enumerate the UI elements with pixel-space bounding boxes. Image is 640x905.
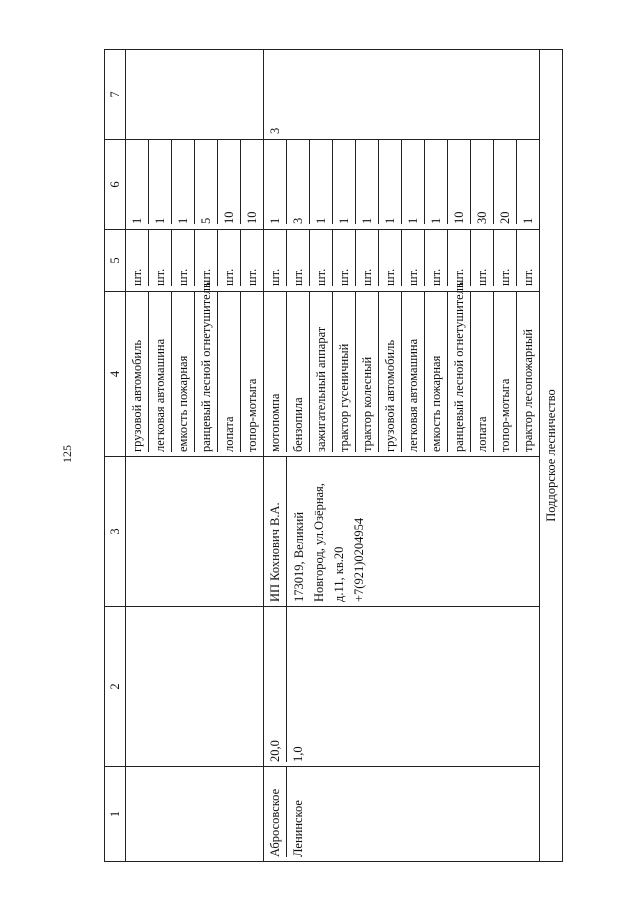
table-row (264, 50, 540, 862)
item-unit: шт. (356, 230, 379, 286)
item-quantity: 1 (379, 140, 402, 224)
item-name: емкость пожарная (425, 292, 448, 452)
cell-col1 (126, 767, 264, 862)
cell-quantities (126, 140, 264, 230)
item-name: бензопила (287, 292, 310, 452)
cell-col3 (126, 457, 264, 607)
item-quantity: 1 (333, 140, 356, 224)
area-value: 20,0 (264, 607, 287, 762)
column-number: 1 (105, 767, 126, 862)
item-quantity: 10 (218, 140, 241, 224)
column-number: 5 (105, 230, 126, 292)
contractor-phone: +7(921)0204954 (352, 517, 366, 602)
item-unit: шт. (264, 230, 287, 286)
table-row (126, 50, 264, 862)
item-name: грузовой автомобиль (379, 292, 402, 452)
item-name: лопата (471, 292, 494, 452)
cell-units (264, 230, 540, 292)
item-name: емкость пожарная (172, 292, 195, 452)
item-quantity: 3 (287, 140, 310, 224)
item-unit: шт. (425, 230, 448, 286)
item-quantity: 10 (245, 211, 259, 224)
cell-items (126, 282, 264, 457)
column-number: 2 (105, 607, 126, 767)
section-title: Поддорское лесничество (540, 50, 563, 862)
item-unit: шт. (402, 230, 425, 286)
item-unit: шт. (126, 230, 149, 286)
item-name: легковая автомашина (402, 292, 425, 452)
item-unit: шт. (494, 230, 517, 286)
cell-area (264, 607, 540, 767)
item-quantity: 1 (172, 140, 195, 224)
item-name: топор-мотыга (245, 378, 259, 452)
item-quantity: 30 (471, 140, 494, 224)
item-unit: шт. (521, 268, 535, 286)
item-quantity: 1 (126, 140, 149, 224)
item-name: топор-мотыга (494, 292, 517, 452)
item-name: грузовой автомобиль (126, 292, 149, 452)
item-name: трактор колесный (356, 292, 379, 452)
column-number-row (105, 50, 126, 862)
item-quantity: 1 (425, 140, 448, 224)
district-name: Ленинское (291, 800, 305, 857)
cell-items (264, 282, 540, 457)
item-unit: шт. (471, 230, 494, 286)
item-name: зажигательный аппарат (310, 292, 333, 452)
item-unit: шт. (245, 268, 259, 286)
item-unit: шт. (310, 230, 333, 286)
item-quantity: 1 (356, 140, 379, 224)
column-number: 6 (105, 140, 126, 230)
item-quantity: 1 (264, 140, 287, 224)
col7-value: 3 (268, 127, 282, 134)
item-name: лопата (218, 292, 241, 452)
item-unit: шт. (333, 230, 356, 286)
section-row (540, 50, 563, 862)
contractor-name: ИП Кохнович В.А. (264, 457, 287, 606)
item-quantity: 1 (521, 217, 535, 224)
item-quantity: 1 (402, 140, 425, 224)
item-unit: шт. (218, 230, 241, 286)
cell-quantities (264, 140, 540, 230)
column-number: 3 (105, 457, 126, 607)
item-quantity: 1 (310, 140, 333, 224)
district-name: Абросовское (264, 767, 287, 857)
item-name: ранцевый лесной огнетушитель (195, 292, 218, 452)
contractor-address: 173019, Великий Новгород, ул.Озёрная, д.11, кв.20 (292, 483, 346, 602)
cell-col7 (264, 50, 540, 140)
cell-col7 (126, 50, 264, 140)
item-name: трактор лесопожарный (521, 329, 535, 452)
item-name: трактор гусеничный (333, 292, 356, 452)
item-unit: шт. (448, 230, 471, 286)
item-unit: шт. (379, 230, 402, 286)
cell-units (126, 230, 264, 292)
item-quantity: 10 (448, 140, 471, 224)
item-unit: шт. (172, 230, 195, 286)
item-quantity: 5 (195, 140, 218, 224)
cell-col2 (126, 607, 264, 767)
item-name: легковая автомашина (149, 292, 172, 452)
column-number: 7 (105, 50, 126, 140)
item-name: ранцевый лесной огнетушитель (448, 292, 471, 452)
item-quantity: 20 (494, 140, 517, 224)
cell-forest-district (264, 767, 540, 862)
item-unit: шт. (287, 230, 310, 286)
item-quantity: 1 (149, 140, 172, 224)
area-value: 1,0 (291, 746, 305, 762)
cell-contractor (264, 457, 540, 607)
column-number: 4 (105, 292, 126, 457)
item-unit: шт. (195, 230, 218, 286)
page-number: 125 (60, 445, 74, 463)
item-name: мотопомпа (264, 292, 287, 452)
rotated-page-content (104, 50, 558, 862)
equipment-table (104, 49, 563, 862)
item-unit: шт. (149, 230, 172, 286)
